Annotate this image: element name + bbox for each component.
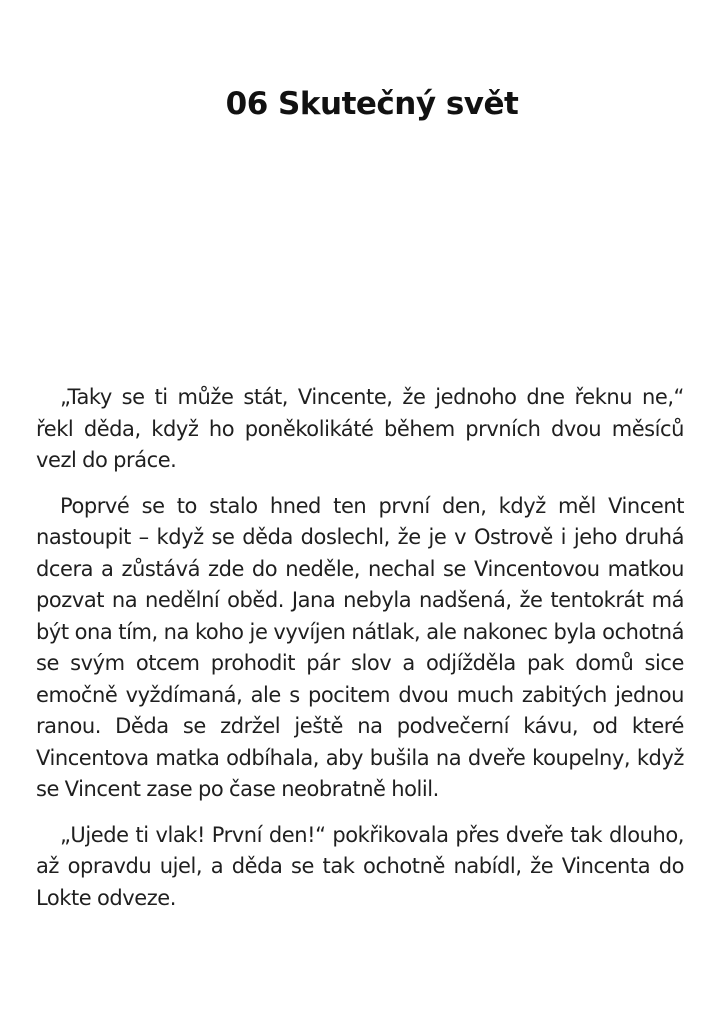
chapter-title: 06 Skutečný svět [225, 86, 519, 122]
paragraph-3: „Ujede ti vlak! První den!“ pokřikovala přes dveře tak dlouho, až opravdu ujel, a děda se tak ochotně nabídl, že Vincenta do Lokte odveze. [36, 822, 684, 910]
chapter-body [36, 382, 684, 928]
paragraph-1: „Taky se ti může stát, Vincente, že jednoho dne řeknu ne,“ řekl děda, když ho poněkolikáté během prvních dvou měsíců vezl do práce. [36, 385, 684, 472]
paragraph-2: Poprvé se to stalo hned ten první den, když měl Vincent nastoupit – když se děda doslechl, že je v Ostrově i jeho druhá dcera a zůstává zde do neděle, nechal se Vincentovou matkou pozvat na nedělní oběd. Jana nebyla nadšená, že tentokrát má být ona tím, na koho je vyvíjen nátlak, ale nakonec byla ochotná se svým otcem prohodit pár slov a odjížděla pak domů sice emočně vyždímaná, ale s pocitem dvou much zabitých jednou ranou. Děda se zdržel ještě na podvečerní kávu, od které Vincentova matka odbíhala, aby bušila na dveře koupelny, když se Vincent zase po čase neobratně holil. [36, 493, 684, 801]
